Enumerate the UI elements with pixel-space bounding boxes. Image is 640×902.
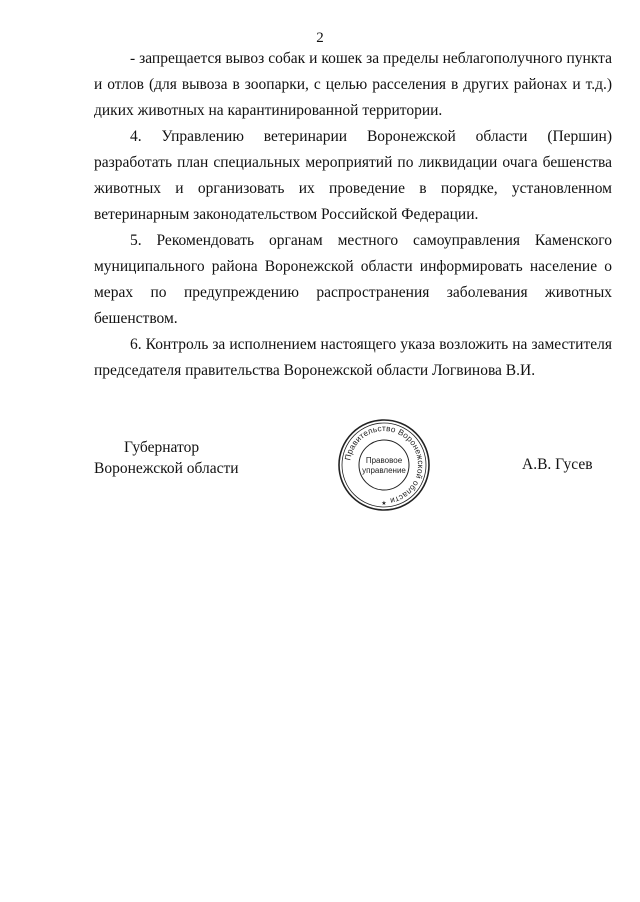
- signatory-title-line1: Губернатор: [124, 439, 200, 456]
- stamp-center-line2: управление: [362, 466, 406, 475]
- paragraph-prohibition: - запрещается вывоз собак и кошек за пределы неблагополучного пункта и отлов (для вывоза в зоопарки, с целью расселения в других районах и т.д.) диких животных на карантинированной территории.: [94, 50, 612, 119]
- signatory-title-line2: Воронежской области: [94, 460, 239, 477]
- paragraph-item-6: 6. Контроль за исполнением настоящего указа возложить на заместителя председателя правительства Воронежской области Логвинова В.И.: [94, 336, 612, 379]
- paragraph-item-5: 5. Рекомендовать органам местного самоуправления Каменского муниципального района Воронежской области информировать население о мерах по предупреждению распространения заболевания животных бешенством.: [94, 232, 612, 327]
- signatory-name: А.В. Гусев: [522, 456, 593, 473]
- stamp-ring-text: Правительство Воронежской области: [343, 423, 426, 506]
- stamp-center-line1: Правовое: [365, 456, 403, 465]
- document-body: [94, 46, 612, 384]
- official-stamp: [336, 417, 432, 513]
- stamp-star-icon: ★: [381, 500, 387, 507]
- paragraph-item-4: 4. Управлению ветеринарии Воронежской области (Першин) разработать план специальных мероприятий по ликвидации очага бешенства животных и организовать их проведение в порядке, установленном ветеринарным законодательством Российской Федерации.: [94, 128, 612, 223]
- page-number: 2: [316, 30, 324, 46]
- signatory-title: [94, 437, 239, 479]
